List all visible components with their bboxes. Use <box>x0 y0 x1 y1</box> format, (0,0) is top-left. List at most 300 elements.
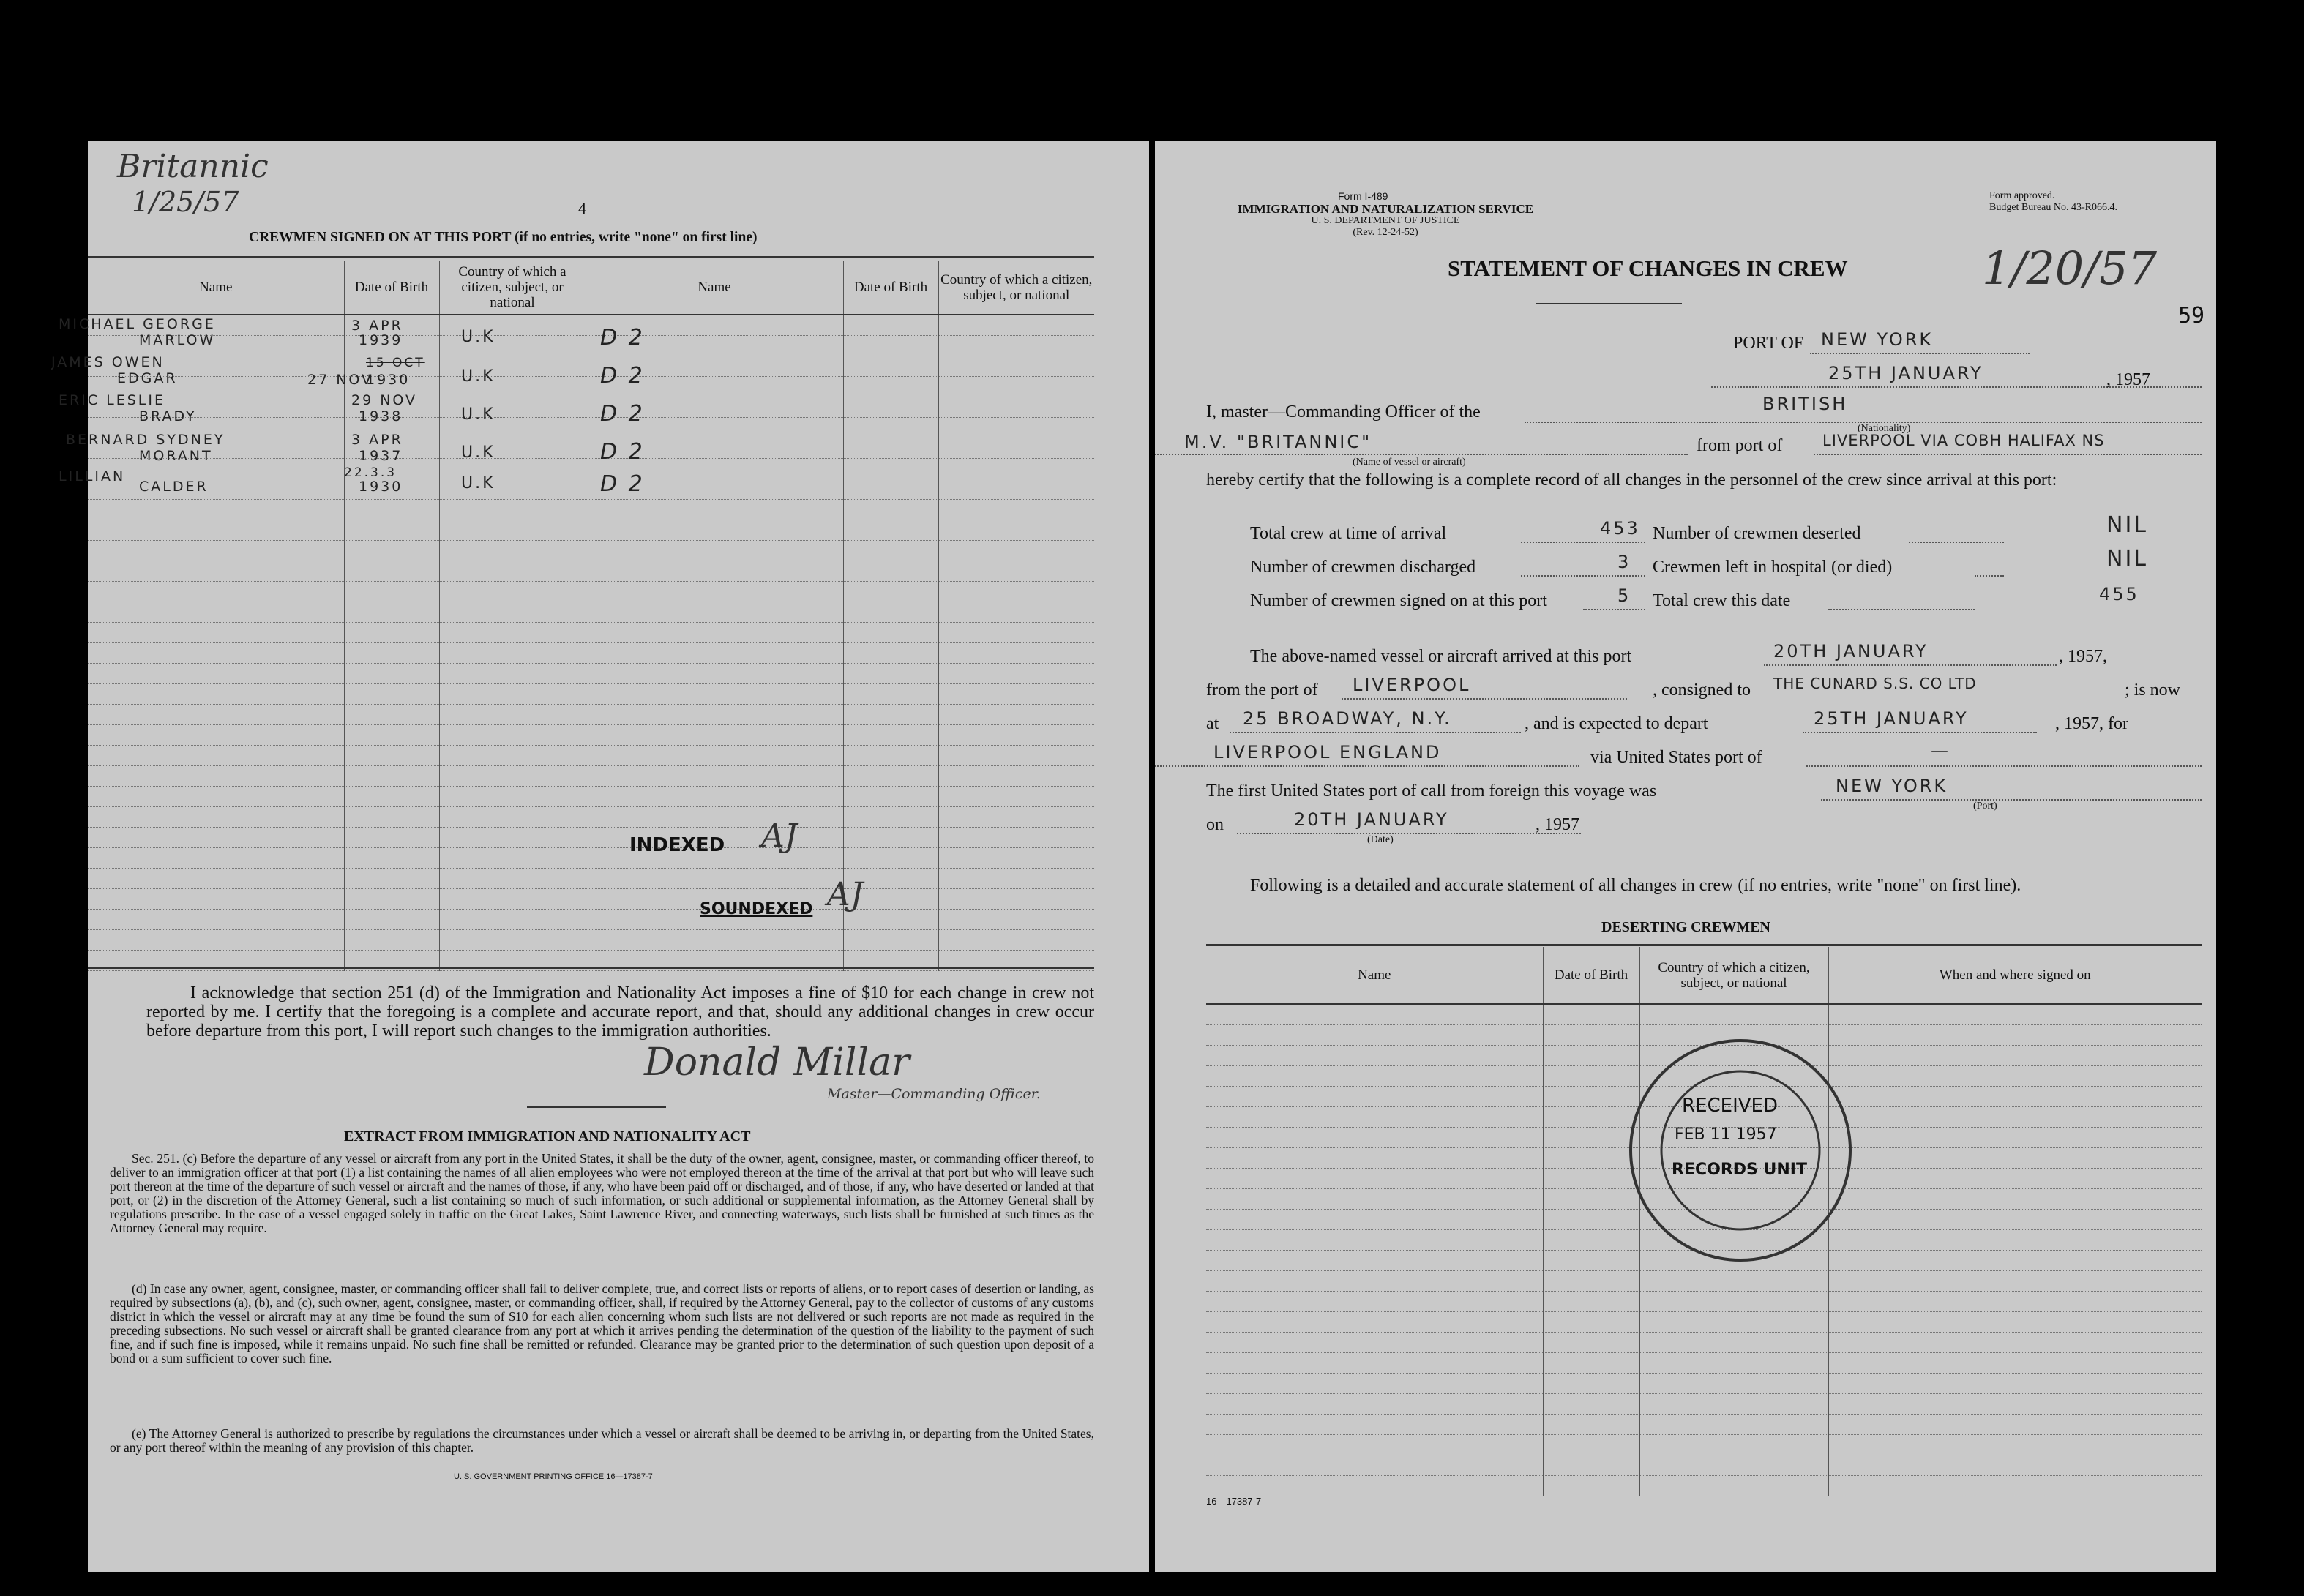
table-cell <box>344 848 439 869</box>
table-cell <box>88 746 344 766</box>
extract-section-e: (e) The Attorney General is authorized to prescribe by regulations the circumstances under which a vessel or aircraft shall be deemed to be arriving in, or departing from the United States, or any port thereof within the meaning of any provision of this chapter. <box>110 1426 1094 1455</box>
table-row <box>88 705 1094 725</box>
crew-4-dob-year: 1937 <box>359 448 403 464</box>
printer-imprint: U. S. GOVERNMENT PRINTING OFFICE 16—17387-7 <box>454 1472 653 1481</box>
table-cell <box>344 910 439 930</box>
table-cell <box>1206 1230 1543 1251</box>
total-today-label: Total crew this date <box>1653 591 1791 610</box>
table-row <box>88 848 1094 869</box>
received-stamp-date: FEB 11 1957 <box>1675 1125 1777 1144</box>
table-cell <box>586 623 843 643</box>
table-cell <box>439 807 586 828</box>
table-cell <box>1206 1210 1543 1230</box>
table-cell <box>1206 1333 1543 1353</box>
deserting-title: DESERTING CREWMEN <box>1601 919 1770 935</box>
table-cell <box>88 664 344 684</box>
table-cell <box>938 807 1094 828</box>
table-cell <box>1206 1189 1543 1210</box>
destination-line <box>1155 765 1579 767</box>
desert-col-signed-on: When and where signed on <box>1828 947 2202 1004</box>
table-cell <box>586 766 843 787</box>
crew-5-name-first: LILLIAN <box>59 468 126 484</box>
table-cell <box>1828 1189 2202 1210</box>
table-cell <box>344 520 439 541</box>
table-cell <box>586 643 843 664</box>
table-cell <box>439 500 586 520</box>
table-cell <box>938 561 1094 582</box>
table-cell <box>1639 1312 1828 1333</box>
report-year: , 1957 <box>2106 370 2150 389</box>
from-port-of-label: from the port of <box>1206 681 1318 700</box>
table-cell <box>439 602 586 623</box>
deserted-dots <box>1909 542 2004 543</box>
table-cell <box>1828 1312 2202 1333</box>
crew-2-dob-day: 27 NOV <box>307 372 374 388</box>
table-row <box>88 910 1094 930</box>
table-cell <box>344 766 439 787</box>
table-cell <box>1206 1415 1543 1435</box>
crew-2-name-first: JAMES OWEN <box>51 354 165 370</box>
table-cell <box>843 561 938 582</box>
table-cell <box>843 807 938 828</box>
table-cell <box>88 889 344 910</box>
table-row <box>88 889 1094 910</box>
table-cell <box>1206 1107 1543 1128</box>
table-cell <box>439 664 586 684</box>
table-cell <box>1206 1394 1543 1415</box>
table-cell <box>938 828 1094 848</box>
table-row <box>88 807 1094 828</box>
table-cell <box>344 828 439 848</box>
crew-1-dob-year: 1939 <box>359 332 403 348</box>
table-cell <box>344 664 439 684</box>
crew-3-mark: D 2 <box>600 401 645 427</box>
arrived-date: 20TH JANUARY <box>1773 641 1929 662</box>
table-row <box>1206 1455 2202 1476</box>
table-row <box>88 500 1094 520</box>
table-cell <box>938 746 1094 766</box>
table-cell <box>586 500 843 520</box>
crew-1-country: U.K <box>461 328 495 346</box>
crew-4-name-last: MORANT <box>139 448 213 464</box>
table-cell <box>439 561 586 582</box>
table-cell <box>344 787 439 807</box>
report-date: 25TH JANUARY <box>1828 363 1983 383</box>
table-cell <box>88 725 344 746</box>
table-cell <box>88 643 344 664</box>
table-cell <box>1639 1394 1828 1415</box>
table-row <box>88 746 1094 766</box>
right-page <box>1155 141 2216 1572</box>
total-arrival-dots <box>1521 542 1645 543</box>
table-cell <box>1828 1415 2202 1435</box>
table-cell <box>88 623 344 643</box>
table-cell <box>1639 1455 1828 1476</box>
table-cell <box>586 787 843 807</box>
form-id: Form I-489 <box>1338 190 1388 202</box>
table-cell <box>938 766 1094 787</box>
table-cell <box>1543 1004 1639 1025</box>
table-cell <box>439 520 586 541</box>
signed-on-label: Number of crewmen signed on at this port <box>1250 591 1547 610</box>
table-row <box>88 582 1094 602</box>
table-cell <box>1206 1128 1543 1148</box>
table-cell <box>1206 1169 1543 1189</box>
desert-table-top-rule <box>1206 944 2202 946</box>
table-row <box>1206 1333 2202 1353</box>
at-label: at <box>1206 714 1219 733</box>
table-cell <box>1206 1046 1543 1066</box>
table-cell <box>586 561 843 582</box>
table-cell <box>843 828 938 848</box>
table-cell <box>938 623 1094 643</box>
crew-4-country: U.K <box>461 443 495 462</box>
table-cell <box>1828 1333 2202 1353</box>
indexed-initials: AJ <box>761 817 798 855</box>
arrival-port-line <box>1342 698 1627 700</box>
from-port-label: from port of <box>1697 436 1783 455</box>
table-row <box>1206 1353 2202 1374</box>
table-cell <box>586 869 843 889</box>
table-cell <box>1543 1394 1639 1415</box>
table-cell <box>439 623 586 643</box>
col-dob: Date of Birth <box>344 261 439 315</box>
nationality-caption: (Nationality) <box>1858 423 1911 434</box>
table-cell <box>88 930 344 951</box>
table-row <box>88 766 1094 787</box>
table-cell <box>938 520 1094 541</box>
port-caption: (Port) <box>1973 801 1997 812</box>
table-cell <box>1828 1107 2202 1128</box>
via-label: via United States port of <box>1590 748 1762 767</box>
table-cell <box>344 807 439 828</box>
table-row <box>88 623 1094 643</box>
desert-col-name: Name <box>1206 947 1543 1004</box>
table-cell <box>1543 1455 1639 1476</box>
table-cell <box>586 541 843 561</box>
table-bottom-rule <box>88 967 1094 969</box>
table-cell <box>439 828 586 848</box>
signed-on-dots <box>1583 609 1645 610</box>
first-port: NEW YORK <box>1836 776 1948 796</box>
received-stamp-ring <box>1623 1033 1858 1267</box>
table-row <box>1206 1271 2202 1292</box>
table-row <box>1206 1004 2202 1025</box>
crew-5-dob-year: 1930 <box>359 479 403 495</box>
table-row <box>1206 1312 2202 1333</box>
table-cell <box>1206 1025 1543 1046</box>
table-cell <box>439 684 586 705</box>
short-divider <box>527 1106 666 1108</box>
table-cell <box>1206 1476 1543 1496</box>
crew-1-name-first: MICHAEL GEORGE <box>59 316 216 332</box>
discharged-dots <box>1521 575 1645 577</box>
table-cell <box>88 561 344 582</box>
first-date: 20TH JANUARY <box>1294 809 1449 830</box>
table-cell <box>1828 1148 2202 1169</box>
master-signature: Donald Millar <box>644 1041 910 1084</box>
table-cell <box>938 664 1094 684</box>
crew-5-dob-day: 22.3.3 <box>344 465 397 480</box>
table-cell <box>439 705 586 725</box>
table-cell <box>586 705 843 725</box>
table-cell <box>1639 1271 1828 1292</box>
expected-label: , and is expected to depart <box>1525 714 1708 733</box>
table-cell <box>344 623 439 643</box>
table-row <box>88 869 1094 889</box>
total-today-value: 455 <box>2099 584 2139 604</box>
table-cell <box>344 889 439 910</box>
table-cell <box>88 541 344 561</box>
table-cell <box>1206 1312 1543 1333</box>
table-cell <box>938 787 1094 807</box>
location: 25 BROADWAY, N.Y. <box>1243 708 1452 729</box>
table-cell <box>843 705 938 725</box>
table-cell <box>1828 1374 2202 1394</box>
port-label: PORT OF <box>1733 334 1804 353</box>
page-number: 4 <box>578 199 586 217</box>
table-cell <box>586 520 843 541</box>
table-row <box>88 664 1094 684</box>
page-number-stamp: 59 <box>2178 303 2205 329</box>
table-cell <box>1828 1169 2202 1189</box>
table-cell <box>88 828 344 848</box>
via-line <box>1806 765 2202 767</box>
depart-year: , 1957, for <box>2055 714 2128 733</box>
crew-entries <box>51 316 1094 497</box>
total-arrival-value: 453 <box>1600 518 1640 539</box>
table-cell <box>1543 1333 1639 1353</box>
records-unit-stamp: RECORDS UNIT <box>1672 1161 1807 1179</box>
table-cell <box>439 746 586 766</box>
table-row <box>1206 1374 2202 1394</box>
crew-2-dob-year: 1930 <box>366 372 411 388</box>
table-cell <box>938 848 1094 869</box>
from-port-line <box>1814 454 2202 455</box>
table-cell <box>1206 1148 1543 1169</box>
table-cell <box>843 766 938 787</box>
signature-caption: Master—Commanding Officer. <box>827 1086 1041 1102</box>
table-cell <box>843 500 938 520</box>
table-cell <box>88 582 344 602</box>
date-caption: (Date) <box>1367 834 1394 845</box>
table-cell <box>1828 1251 2202 1271</box>
table-cell <box>1828 1046 2202 1066</box>
table-cell <box>938 930 1094 951</box>
table-cell <box>938 910 1094 930</box>
table-cell <box>843 582 938 602</box>
col-country: Country of which a citizen, subject, or national <box>439 261 586 315</box>
table-cell <box>586 582 843 602</box>
table-cell <box>1206 1271 1543 1292</box>
table-cell <box>88 520 344 541</box>
arrived-year: , 1957, <box>2059 647 2107 666</box>
table-cell <box>1639 1333 1828 1353</box>
col-name: Name <box>88 261 344 315</box>
table-row <box>88 520 1094 541</box>
table-cell <box>1543 1415 1639 1435</box>
table-row <box>88 828 1094 848</box>
form-title: STATEMENT OF CHANGES IN CREW <box>1448 255 1848 281</box>
table-cell <box>344 684 439 705</box>
table-cell <box>1828 1066 2202 1087</box>
extract-section-d: (d) In case any owner, agent, consignee, master, or commanding officer shall fail to deliver complete, true, and correct lists or reports of aliens, or to report cases of desertion or landing, as required by subsections (a), (b), and (c), such owner, agent, consignee, master, or commanding officer, shall, if required by the Attorney General, pay to the collector of customs of any customs district in which the vessel or aircraft may at any time be found the sum of $10 for each alien concerning whom such lists are not delivered or such reports are not made as required in the preceding subsections. No such vessel or aircraft shall be granted clearance from any port at which it arrives pending the determination of the question of the liability to the payment of such fine, and if such fine is imposed, while it remains unpaid. No such fine shall be remitted or refunded. Clearance may be granted prior to the determination of such question upon deposit of a bond or a sum sufficient to cover such fine. <box>110 1281 1094 1365</box>
table-cell <box>88 807 344 828</box>
table-cell <box>1639 1292 1828 1312</box>
table-row <box>88 602 1094 623</box>
table-cell <box>344 869 439 889</box>
on-label: on <box>1206 815 1224 834</box>
budget-bureau: Budget Bureau No. 43-R066.4. <box>1989 202 2117 213</box>
table-cell <box>344 930 439 951</box>
table-cell <box>843 787 938 807</box>
table-cell <box>1828 1292 2202 1312</box>
table-cell <box>938 541 1094 561</box>
first-port-line <box>1821 799 2202 801</box>
table-row <box>88 561 1094 582</box>
crew-3-dob-year: 1938 <box>359 408 403 424</box>
table-cell <box>88 684 344 705</box>
table-cell <box>439 889 586 910</box>
first-year: , 1957 <box>1536 815 1579 834</box>
crew-3-dob-day: 29 NOV <box>351 392 418 408</box>
table-cell <box>1828 1025 2202 1046</box>
vessel-caption: (Name of vessel or aircraft) <box>1353 457 1466 468</box>
via-value: — <box>1931 741 1950 761</box>
crew-1-mark: D 2 <box>600 325 645 351</box>
table-cell <box>1639 1415 1828 1435</box>
crew-1-dob-day: 3 APR <box>351 318 403 334</box>
soundexed-initials: AJ <box>827 876 864 913</box>
table-cell <box>843 725 938 746</box>
table-cell <box>1828 1435 2202 1455</box>
section-title: CREWMEN SIGNED ON AT THIS PORT (if no entries, write "none" on first line) <box>249 230 758 245</box>
table-cell <box>1206 1455 1543 1476</box>
table-cell <box>1543 1312 1639 1333</box>
table-cell <box>1543 1476 1639 1496</box>
deserted-value: NIL <box>2106 512 2149 538</box>
table-cell <box>439 910 586 930</box>
table-cell <box>1543 1374 1639 1394</box>
desert-col-dob: Date of Birth <box>1543 947 1639 1004</box>
table-cell <box>1206 1004 1543 1025</box>
table-cell <box>938 889 1094 910</box>
table-cell <box>1828 1455 2202 1476</box>
table-row <box>1206 1435 2202 1455</box>
title-underline <box>1536 303 1682 304</box>
crew-2-country: U.K <box>461 367 495 386</box>
table-cell <box>938 869 1094 889</box>
table-cell <box>1639 1374 1828 1394</box>
table-cell <box>938 643 1094 664</box>
from-port-value: LIVERPOOL VIA COBH HALIFAX NS <box>1822 432 2105 449</box>
table-cell <box>843 541 938 561</box>
col-name-2: Name <box>586 261 843 315</box>
table-cell <box>1828 1230 2202 1251</box>
handwritten-ship-name: Britannic <box>117 148 269 185</box>
table-cell <box>1828 1004 2202 1025</box>
table-cell <box>439 848 586 869</box>
nationality: BRITISH <box>1762 394 1848 414</box>
indexed-stamp: INDEXED <box>629 834 725 856</box>
table-cell <box>88 869 344 889</box>
table-cell <box>88 910 344 930</box>
footer-code: 16—17387-7 <box>1206 1496 1262 1507</box>
table-cell <box>344 561 439 582</box>
table-row <box>88 725 1094 746</box>
consigned-label: , consigned to <box>1653 681 1751 700</box>
table-cell <box>88 766 344 787</box>
destination: LIVERPOOL ENGLAND <box>1213 742 1442 763</box>
table-cell <box>1828 1271 2202 1292</box>
left-page <box>51 141 1149 1572</box>
table-cell <box>344 582 439 602</box>
consignee: THE CUNARD S.S. CO LTD <box>1773 675 1977 692</box>
table-cell <box>843 746 938 766</box>
depart-date: 25TH JANUARY <box>1814 708 1969 729</box>
table-cell <box>344 746 439 766</box>
table-cell <box>938 582 1094 602</box>
table-cell <box>843 623 938 643</box>
table-cell <box>1828 1210 2202 1230</box>
table-cell <box>1543 1271 1639 1292</box>
port-value: NEW YORK <box>1821 329 1934 350</box>
arrived-date-line <box>1764 664 2057 666</box>
table-cell <box>938 684 1094 705</box>
table-cell <box>1206 1353 1543 1374</box>
table-cell <box>88 602 344 623</box>
crew-3-country: U.K <box>461 405 495 424</box>
crew-5-name-last: CALDER <box>139 479 209 495</box>
is-now-label: ; is now <box>2125 681 2181 700</box>
hospital-dots <box>1975 575 2004 577</box>
table-cell <box>586 684 843 705</box>
table-cell <box>344 602 439 623</box>
table-cell <box>88 500 344 520</box>
table-cell <box>586 746 843 766</box>
table-cell <box>439 787 586 807</box>
signed-on-value: 5 <box>1617 585 1631 606</box>
table-row <box>1206 1292 2202 1312</box>
table-row <box>88 541 1094 561</box>
arrival-port: LIVERPOOL <box>1353 675 1471 695</box>
received-stamp-label: RECEIVED <box>1682 1095 1778 1117</box>
table-cell <box>586 930 843 951</box>
table-cell <box>843 930 938 951</box>
crew-4-name-first: BERNARD SYDNEY <box>66 432 225 448</box>
col-country-2: Country of which a citizen, subject, or national <box>938 261 1094 315</box>
crew-4-mark: D 2 <box>600 439 645 465</box>
table-cell <box>1206 1251 1543 1271</box>
table-row <box>1206 1394 2202 1415</box>
table-top-rule <box>88 256 1094 258</box>
table-cell <box>344 643 439 664</box>
crew-5-mark: D 2 <box>600 471 645 497</box>
table-cell <box>1206 1066 1543 1087</box>
handwritten-stamp-date: 1/20/57 <box>1982 241 2158 295</box>
table-cell <box>344 725 439 746</box>
location-line <box>1230 732 1521 733</box>
agency: IMMIGRATION AND NATURALIZATION SERVICE <box>1237 202 1534 216</box>
soundexed-stamp: SOUNDEXED <box>700 900 813 918</box>
table-cell <box>1828 1087 2202 1107</box>
hospital-value: NIL <box>2106 546 2149 572</box>
crew-1-name-last: MARLOW <box>139 332 216 348</box>
table-cell <box>344 705 439 725</box>
table-cell <box>88 705 344 725</box>
table-cell <box>1828 1476 2202 1496</box>
crew-3-name-last: BRADY <box>139 408 197 424</box>
